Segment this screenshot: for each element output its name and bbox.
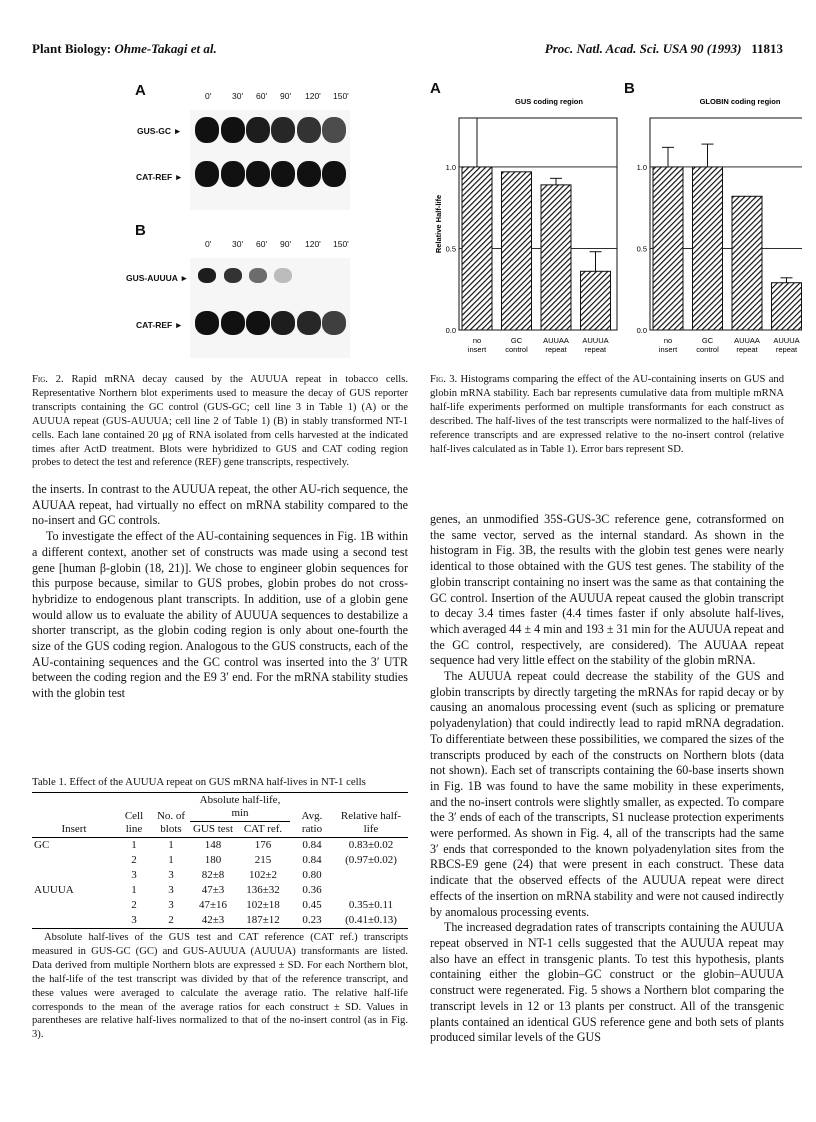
paragraph: the inserts. In contrast to the AUUUA repeat, the other AU-rich sequence, the AUUAA repeat, had virtually no effect on mRNA stability compared to the no-insert and GC controls. <box>32 482 408 528</box>
table-cell: 136±32 <box>246 884 280 896</box>
running-header-right <box>545 41 783 57</box>
figure-2b-label: B <box>135 222 146 239</box>
header-authors: Ohme-Takagi et al. <box>114 41 217 56</box>
table-cell: AUUUA <box>34 884 74 896</box>
paragraph: To investigate the effect of the AU-containing sequences in Fig. 1B within a different context, another set of constructs was made using a second test gene [human β-globin (18, 21)]. We chose to engineer globin sequences for this purpose because, similar to GUS probes, globin probes do not cross-hybridize to endogenous plant transcripts. In addition, use of a globin gene would allow us to evaluate the ability of AUUUA sequences to destabilize a shorter transcript, as the globin coding region is only about one-fourth the size of the GUS coding region. Analogous to the GUS constructs, each of the AU-containing sequences and the GC control was inserted into the 3′ UTR between the coding region and the E9 3′ end. For the mRNA stability studies with the globin test <box>32 529 408 701</box>
bar <box>581 271 611 330</box>
table-cell <box>32 853 116 868</box>
blot-band <box>274 268 292 283</box>
blot-band <box>195 311 219 335</box>
x-tick-label: no <box>472 336 482 345</box>
table-row <box>32 838 408 854</box>
blot-band <box>195 161 219 187</box>
blot-band <box>221 117 245 143</box>
table-cell-relative: (0.41±0.13) <box>345 914 397 926</box>
timepoint-label: 90' <box>280 239 292 249</box>
blot-band <box>246 117 270 143</box>
blot-row-label: GUS-AUUUA ► <box>126 273 189 283</box>
timepoint-label: 30' <box>232 239 244 249</box>
table-cell <box>32 913 116 928</box>
blot-band <box>271 311 295 335</box>
y-tick-label: 0.5 <box>636 244 647 254</box>
col-header: Cell line <box>124 810 144 835</box>
table-row <box>32 898 408 913</box>
table-cell: 0.45 <box>302 899 322 911</box>
table-cell: GC <box>34 839 50 851</box>
blot-band <box>221 311 245 335</box>
table-row <box>32 868 408 883</box>
table-cell: 0.36 <box>302 884 322 896</box>
blot-band <box>322 311 346 335</box>
col-header-group: Absolute half-life, min <box>190 793 290 822</box>
blot-band <box>297 117 321 143</box>
x-tick-label: AUUAA <box>543 336 569 345</box>
x-tick-label: repeat <box>584 345 607 354</box>
table-cell: 3 <box>131 869 137 881</box>
blot-band <box>322 117 346 143</box>
figure-2a-label: A <box>135 82 146 99</box>
x-tick-label: control <box>505 345 528 354</box>
blot-band <box>271 117 295 143</box>
caption-label: Fig. 2. <box>32 374 64 385</box>
table-cell: 102±18 <box>246 899 280 911</box>
y-tick-label: 1.0 <box>445 162 456 172</box>
x-tick-label: control <box>696 345 719 354</box>
caption-label: Fig. 3. <box>430 374 458 385</box>
left-column-text <box>32 482 408 702</box>
table-cell: 1 <box>131 884 137 896</box>
table-cell: 215 <box>254 854 272 866</box>
blot-band <box>271 161 295 187</box>
table-cell: 180 <box>204 854 222 866</box>
col-header: Insert <box>61 823 87 835</box>
paragraph: The AUUUA repeat could decrease the stability of the GUS and globin transcripts by directly targeting the mRNAs for rapid decay or by causing an anomalous processing event (such as splicing or premature polyadenylation) that could indirectly lead to rapid mRNA degradation. To differentiate between these possibilities, we compared the sizes of the transcripts produced by each of the constructs on Northern blots (data not shown). Each set of transcripts containing the 60-base inserts shown in Fig. 1B was found to have the same mobility in these experiments, and the no-insert controls were slightly smaller, as expected. To compare the 3′ ends of each of the transcripts, S1 nuclease protection experiments were performed. As shown in Fig. 4, all of the transcripts had the same 3′ ends that corresponded to the known polyadenylation sites from the RBCS-E9 gene (24) that were present in each construct. These data indicate that the observed effects of the AUUUA repeat were direct effects of the insertion on mRNA stability and were not caused indirectly by anomalous processing events. <box>430 669 784 919</box>
blot-band <box>246 311 270 335</box>
x-tick-label: insert <box>467 345 487 354</box>
bar <box>653 167 683 330</box>
y-tick-label: 0.0 <box>445 326 456 335</box>
bar <box>693 167 723 330</box>
table-cell: 148 <box>204 839 222 851</box>
timepoint-label: 150' <box>333 91 349 101</box>
y-tick-label: 1.0 <box>636 162 647 172</box>
timepoint-label: 60' <box>256 91 268 101</box>
bar <box>502 172 532 330</box>
table-row <box>32 913 408 928</box>
figure-3-chart <box>432 90 802 380</box>
timepoint-label: 150' <box>333 239 349 249</box>
col-header: No. of blots <box>156 810 186 835</box>
header-section: Plant Biology: <box>32 41 115 56</box>
figure-3-caption <box>430 373 784 456</box>
table-row <box>32 853 408 868</box>
table-cell: 3 <box>131 914 137 926</box>
blot-band <box>221 161 245 187</box>
table-cell: 47±3 <box>201 884 225 896</box>
bar <box>772 283 802 330</box>
timepoint-label: 30' <box>232 91 244 101</box>
blot-band <box>195 117 219 143</box>
x-tick-label: repeat <box>736 345 758 354</box>
table-cell: 176 <box>254 839 272 851</box>
header-journal: Proc. Natl. Acad. Sci. USA 90 (1993) <box>544 41 742 56</box>
figure-2-caption <box>32 373 408 470</box>
chart-title: GUS coding region <box>515 97 583 106</box>
blot-band <box>297 161 321 187</box>
table-cell: 1 <box>168 839 174 851</box>
page-number: 11813 <box>751 41 783 56</box>
y-tick-label: 0.5 <box>445 244 456 254</box>
table-footnote: Absolute half-lives of the GUS test and CAT reference (CAT ref.) transcripts measured in GUS-GC (GC) and GUS-AUUUA (AUUUA) transformants are listed. Data derived from multiple Northern blots are expressed ± SD. For each Northern blot, the half-life of the test transcript was divided by that of the reference transcript, and these values were averaged to calculate the average ratio. The relative half-life corresponds to the mean of the average ratios for each construct ± SD. Values in parentheses are relative half-lives normalized to that of the no-insert control (as in Fig. 3). <box>32 932 408 1041</box>
blot-band <box>249 268 267 283</box>
table-cell-relative: 0.35±0.11 <box>348 899 394 911</box>
table-cell: 1 <box>168 854 174 866</box>
table-1 <box>32 776 408 1042</box>
table-cell: 2 <box>131 854 137 866</box>
chart-title: GLOBIN coding region <box>699 97 781 106</box>
x-tick-label: GC <box>510 336 523 345</box>
timepoint-label: 120' <box>305 239 321 249</box>
bar <box>732 196 762 330</box>
timepoint-label: 0' <box>205 91 212 101</box>
table-cell: 102±2 <box>248 869 278 881</box>
table-cell: 0.84 <box>302 854 322 866</box>
blot-band <box>198 268 216 283</box>
blot-band <box>246 161 270 187</box>
table-cell: 0.84 <box>302 839 322 851</box>
x-tick-label: insert <box>658 345 678 354</box>
x-tick-label: repeat <box>775 345 798 354</box>
running-header-left <box>32 41 217 57</box>
x-tick-label: repeat <box>545 345 567 354</box>
x-tick-label: AUUUA <box>582 336 609 345</box>
table-cell: 3 <box>168 869 174 881</box>
table-cell-relative: 0.83±0.02 <box>348 839 394 851</box>
blot-band <box>297 311 321 335</box>
blot-band <box>322 161 346 187</box>
bar <box>462 167 492 330</box>
bar <box>541 185 571 330</box>
table-cell-relative: (0.97±0.02) <box>345 854 397 866</box>
x-tick-label: AUUAA <box>734 336 760 345</box>
table-cell: 3 <box>168 899 174 911</box>
table-cell: 187±12 <box>246 914 280 926</box>
table-cell-relative <box>334 868 408 883</box>
caption-text: Histograms comparing the effect of the AU-containing inserts on GUS and globin mRNA stability. Each bar represents cumulative data from multiple mRNA half-life experiments performed on multiple transformants for each construct as described. The half-lives of the test transcripts were normalized to the half-lives of reference transcripts and are expressed relative to the no-insert control (relative half-lives calculated as in Table 1). Error bars represent SD. <box>430 374 784 455</box>
x-tick-label: AUUUA <box>773 336 800 345</box>
table-cell: 0.80 <box>302 869 322 881</box>
table-cell: 47±16 <box>198 899 228 911</box>
table-cell: 2 <box>168 914 174 926</box>
figure-3b-label: B <box>624 80 635 97</box>
col-header: Relative half-life <box>340 810 402 835</box>
y-axis-label: Relative Half-life <box>434 194 443 254</box>
caption-text: Rapid mRNA decay caused by the AUUUA repeat in tobacco cells. Representative Northern blot experiments used to measure the decay of GUS reporter transcripts containing the GC control (GUS-GC; cell line 3 in Table 1) (A) or the AUUUA repeat (GUS-AUUUA; cell line 2 of Table 1) (B) in stably transformed NT-1 cells. Each lane contained 20 μg of RNA isolated from cells harvested at the indicated times after ActD treatment. Blots were hybridized to GUS and CAT coding region probes to detect the test and reference (REF) gene transcripts, respectively. <box>32 374 408 469</box>
table-cell-relative <box>334 883 408 898</box>
table-cell: 42±3 <box>201 914 225 926</box>
table-cell <box>32 898 116 913</box>
col-header: GUS test <box>192 823 234 835</box>
table-cell: 2 <box>131 899 137 911</box>
table-row <box>32 883 408 898</box>
y-tick-label: 0.0 <box>636 326 647 335</box>
table-cell: 1 <box>131 839 137 851</box>
timepoint-label: 90' <box>280 91 292 101</box>
blot-row-label: CAT-REF ► <box>136 320 183 330</box>
table-cell: 0.23 <box>302 914 322 926</box>
col-header: Avg. ratio <box>301 810 323 835</box>
blot-row-label: CAT-REF ► <box>136 172 183 182</box>
table-cell: 3 <box>168 884 174 896</box>
table-cell: 82±8 <box>201 869 225 881</box>
x-tick-label: GC <box>701 336 714 345</box>
paragraph: The increased degradation rates of transcripts containing the AUUUA repeat observed in NT-1 cells suggested that the AUUUA repeat may also have an effect in transgenic plants. To test this hypothesis, plants containing either the globin–GC construct or the globin–AUUUA construct were regenerated. Fig. 5 shows a Northern blot comparing the transcript levels in 12 or 13 plants per construct. All of the transgenic plants contained an identical GUS reference gene and both sets of plants produced similar levels of the GUS <box>430 920 784 1045</box>
table-1-grid <box>32 793 408 928</box>
right-column-text <box>430 512 784 1046</box>
timepoint-label: 120' <box>305 91 321 101</box>
x-tick-label: no <box>663 336 673 345</box>
timepoint-label: 0' <box>205 239 212 249</box>
table-title: Table 1. Effect of the AUUUA repeat on GUS mRNA half-lives in NT-1 cells <box>32 776 366 788</box>
timepoint-label: 60' <box>256 239 268 249</box>
figure-3a-label: A <box>430 80 441 97</box>
table-cell <box>32 868 116 883</box>
blot-row-label: GUS-GC ► <box>137 126 182 136</box>
paragraph: genes, an unmodified 35S-GUS-3C reference gene, cotransformed on the same vector, served as the internal standard. As shown in the histogram in Fig. 3B, the results with the globin test genes were nearly identical to those obtained with the GUS test genes. The stability of the globin transcript containing no insert was the same as that containing the GC control. Insertion of the AUUUA repeat caused the globin transcript to decay 3.4 times faster (4.4 times faster if only absolute half-lives, which averaged 44 ± 4 min and 193 ± 31 min for the AUUUA repeat and the GC control, respectively, are considered). The AUUAA repeat sequence had very little effect on the stability of the globin mRNA. <box>430 512 784 668</box>
blot-band <box>224 268 242 283</box>
col-header: CAT ref. <box>243 823 283 835</box>
